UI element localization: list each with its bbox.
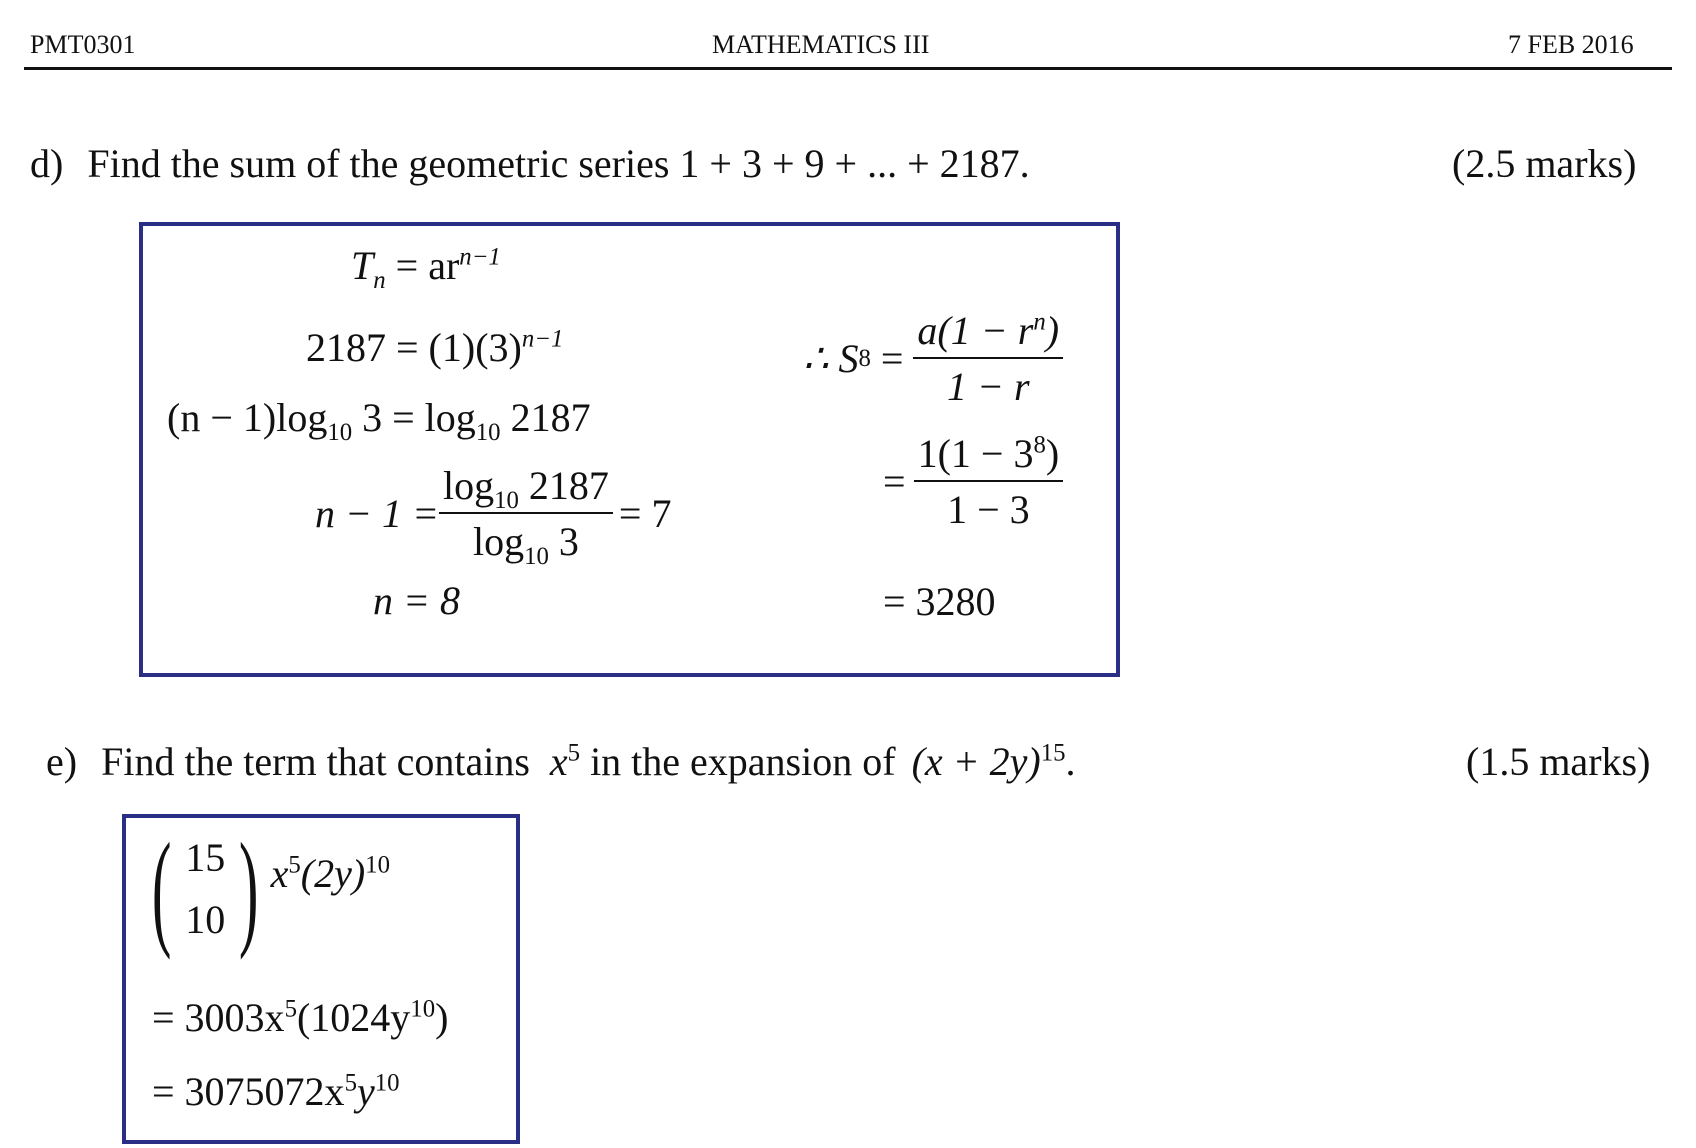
sum-num: a(1 − r [917, 308, 1034, 353]
sum-result: = 3280 [883, 579, 996, 624]
sol-d-line4 [315, 463, 672, 570]
sol-d-line3-lhs: (n − 1)log [167, 395, 328, 440]
question-d-period: . [1019, 141, 1030, 186]
sol-e-line2 [152, 995, 449, 1040]
sol-e-line2-close: ) [435, 995, 449, 1040]
sol-e-line2-rest-exp: 10 [410, 995, 436, 1023]
question-e-x-exp: 5 [567, 739, 581, 767]
sol-e-line3-text: = 3075072x [152, 1069, 345, 1114]
sum-den: 1 − r [946, 364, 1030, 409]
term-formula: = ar [395, 243, 460, 288]
sol-e-line3 [152, 1069, 400, 1114]
term-exponent: n−1 [459, 243, 501, 271]
sol-e-line3-y-exp: 10 [374, 1069, 400, 1097]
question-d-text: Find the sum of the geometric series [87, 141, 670, 186]
sol-e-line3-exp: 5 [344, 1069, 357, 1097]
question-e-binomial-exp: 15 [1040, 739, 1066, 767]
log-base: 10 [327, 419, 353, 446]
frac-num-arg: 2187 [528, 463, 609, 508]
question-e-marks: (1.5 marks) [1466, 739, 1651, 784]
sol-d-line3-rhs: 2187 [510, 395, 591, 440]
question-d-marks: (2.5 marks) [1452, 141, 1637, 186]
sol-d-line5: n = 8 [373, 578, 460, 623]
question-e [46, 738, 1076, 785]
question-d-label: d) [30, 141, 64, 186]
therefore-sum: ∴ S [803, 336, 859, 381]
term-subscript: n [373, 267, 386, 294]
binom-bottom: 10 [185, 897, 226, 942]
sol-e-2y-exp: 10 [365, 851, 390, 879]
sol-e-line1 [140, 817, 390, 961]
binomial-coefficient [140, 817, 271, 961]
sub-fraction [914, 431, 1064, 532]
sol-e-2y: (2y) [300, 851, 366, 896]
sol-e-x: x [270, 851, 289, 896]
sol-d-line2-text: 2187 = (1)(3) [306, 325, 522, 370]
sol-e-line2-text: = 3003x [152, 995, 285, 1040]
frac-den-arg: 3 [558, 519, 579, 564]
frac-den-log: log [472, 519, 525, 564]
sum-fraction [913, 308, 1063, 409]
sol-d-line4-rhs: = 7 [618, 491, 672, 536]
sub-num: 1(1 − 3 [917, 431, 1034, 476]
question-e-label: e) [46, 739, 78, 784]
header-rule [24, 67, 1672, 70]
question-d-series: 1 + 3 + 9 + ... + 2187 [679, 141, 1020, 186]
log-base: 10 [494, 487, 519, 514]
sub-num-exp: 8 [1033, 431, 1046, 459]
answer-box-e [122, 814, 520, 1144]
sol-e-line2-rest: (1024y [296, 995, 411, 1040]
sub-equals: = [883, 459, 906, 504]
sum-num-exp: n [1033, 308, 1046, 336]
question-d [30, 140, 1030, 187]
answer-box-d [139, 222, 1120, 677]
sol-d-line4-lhs: n − 1 = [315, 491, 439, 536]
log-base: 10 [475, 419, 501, 446]
sol-e-line2-exp: 5 [284, 995, 297, 1023]
question-e-period: . [1065, 739, 1076, 784]
sol-d-line3 [167, 395, 591, 446]
binom-left-paren: ( [151, 817, 172, 961]
subject-title: MATHEMATICS III [712, 30, 930, 59]
term-symbol: T [351, 243, 374, 288]
exam-date: 7 FEB 2016 [1508, 30, 1634, 59]
sub-den: 1 − 3 [947, 487, 1030, 532]
sol-d-line2 [306, 325, 564, 370]
question-e-text-after: in the expansion of [590, 739, 896, 784]
sol-d-line2-exponent: n−1 [521, 325, 564, 353]
sum-formula: ∴ S 8 = $\frac{a(1 - r^n)}{1 - r}$ [803, 311, 1063, 407]
frac-num-log: log [442, 463, 495, 508]
sub-num-close: ) [1045, 431, 1060, 476]
sol-e-x-exp: 5 [288, 851, 301, 879]
sol-e-line3-y: y [356, 1069, 375, 1114]
question-e-text-before: Find the term that contains [101, 739, 530, 784]
log-fraction [439, 463, 613, 570]
sol-d-line1 [351, 243, 501, 294]
binom-right-paren: ) [239, 817, 259, 961]
question-e-x: x [549, 739, 568, 784]
binom-top: 15 [185, 835, 226, 880]
log-base: 10 [524, 543, 549, 570]
sol-d-line3-mid: 3 = log [362, 395, 476, 440]
sum-substitution [883, 431, 1063, 532]
question-e-binomial: (x + 2y) [911, 739, 1041, 784]
sum-equals: = [880, 336, 904, 381]
sum-num-close: ) [1045, 308, 1060, 353]
course-code: PMT0301 [30, 30, 136, 59]
